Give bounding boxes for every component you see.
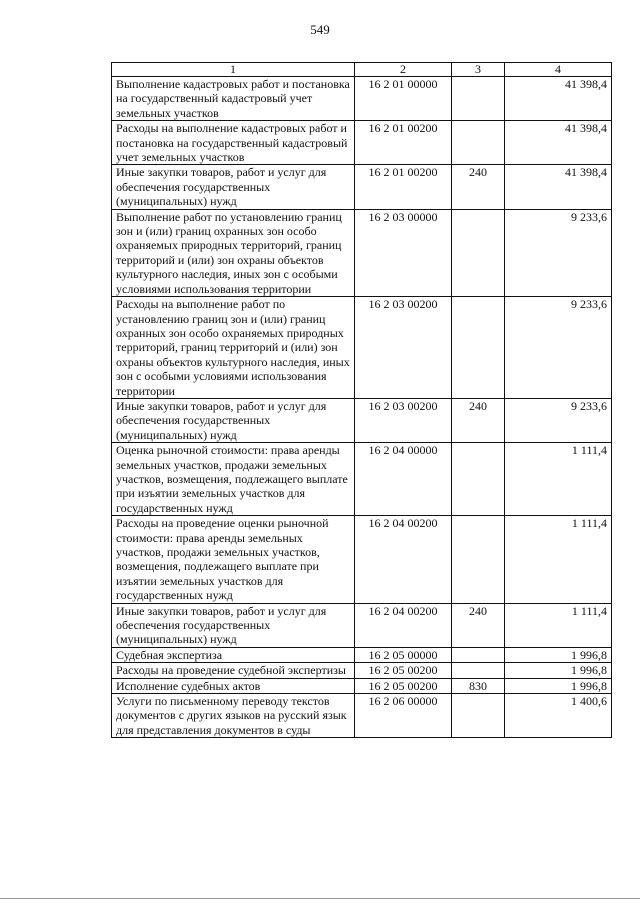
column-header-code: 2 [355, 63, 452, 77]
row-code-cell: 16 2 05 00200 [355, 663, 452, 678]
table-header-row [112, 63, 612, 77]
row-name-cell: Расходы на выполнение кадастровых работ и постановка на государственный кадастровый учет земельных участков [112, 121, 355, 165]
row-code-cell: 16 2 01 00200 [355, 165, 452, 209]
row-name-cell: Судебная экспертиза [112, 647, 355, 662]
table-row [112, 165, 612, 209]
row-code-cell: 16 2 04 00000 [355, 443, 452, 516]
row-code-cell: 16 2 03 00000 [355, 209, 452, 296]
row-type-cell: 240 [452, 603, 505, 647]
row-type-cell: 240 [452, 398, 505, 442]
page-bottom-edge [0, 898, 640, 899]
table-row [112, 603, 612, 647]
row-type-cell [452, 694, 505, 738]
row-name-cell: Расходы на выполнение работ по установлению границ зон и (или) границ охранных зон особо охраняемых природных территорий, границ территорий и (или) зон охраны объектов культурного наследия, иных зон с особыми условиями использования территории [112, 297, 355, 399]
table-row [112, 121, 612, 165]
row-amount-cell: 9 233,6 [505, 209, 612, 296]
row-code-cell: 16 2 01 00000 [355, 77, 452, 121]
row-amount-cell: 41 398,4 [505, 165, 612, 209]
row-code-cell: 16 2 03 00200 [355, 297, 452, 399]
row-name-cell: Услуги по письменному переводу текстов документов с других языков на русский язык для представления документов в суды [112, 694, 355, 738]
row-name-cell: Иные закупки товаров, работ и услуг для обеспечения государственных (муниципальных) нужд [112, 398, 355, 442]
row-type-cell: 830 [452, 678, 505, 693]
table-row [112, 443, 612, 516]
row-type-cell [452, 209, 505, 296]
row-type-cell [452, 663, 505, 678]
row-amount-cell: 1 111,4 [505, 516, 612, 603]
row-code-cell: 16 2 05 00000 [355, 647, 452, 662]
table-row [112, 209, 612, 296]
row-type-cell [452, 647, 505, 662]
row-amount-cell: 9 233,6 [505, 297, 612, 399]
row-amount-cell: 9 233,6 [505, 398, 612, 442]
row-name-cell: Выполнение кадастровых работ и постановка на государственный кадастровый учет земельных участков [112, 77, 355, 121]
column-header-name: 1 [112, 63, 355, 77]
column-header-type: 3 [452, 63, 505, 77]
row-name-cell: Исполнение судебных актов [112, 678, 355, 693]
row-code-cell: 16 2 01 00200 [355, 121, 452, 165]
row-amount-cell: 1 111,4 [505, 603, 612, 647]
row-amount-cell: 1 996,8 [505, 678, 612, 693]
row-type-cell: 240 [452, 165, 505, 209]
page-number: 549 [310, 22, 330, 37]
row-code-cell: 16 2 05 00200 [355, 678, 452, 693]
table-row [112, 694, 612, 738]
budget-table [111, 62, 612, 738]
table-row [112, 398, 612, 442]
row-code-cell: 16 2 04 00200 [355, 603, 452, 647]
row-type-cell [452, 77, 505, 121]
row-name-cell: Оценка рыночной стоимости: права аренды земельных участков, продажи земельных участков, возмещения, подлежащего выплате при изъятии земельных участков для государственных нужд [112, 443, 355, 516]
table-row [112, 663, 612, 678]
row-type-cell [452, 516, 505, 603]
row-code-cell: 16 2 04 00200 [355, 516, 452, 603]
row-code-cell: 16 2 06 00000 [355, 694, 452, 738]
row-name-cell: Иные закупки товаров, работ и услуг для обеспечения государственных (муниципальных) нужд [112, 165, 355, 209]
row-amount-cell: 1 400,6 [505, 694, 612, 738]
row-name-cell: Расходы на проведение судебной экспертизы [112, 663, 355, 678]
row-amount-cell: 41 398,4 [505, 77, 612, 121]
row-code-cell: 16 2 03 00200 [355, 398, 452, 442]
row-amount-cell: 1 111,4 [505, 443, 612, 516]
row-name-cell: Иные закупки товаров, работ и услуг для обеспечения государственных (муниципальных) нужд [112, 603, 355, 647]
row-name-cell: Расходы на проведение оценки рыночной стоимости: права аренды земельных участков, продажи земельных участков, возмещения, подлежащего выплате при изъятии земельных участков для государственных нужд [112, 516, 355, 603]
row-type-cell [452, 443, 505, 516]
table-row [112, 77, 612, 121]
row-amount-cell: 1 996,8 [505, 647, 612, 662]
row-type-cell [452, 297, 505, 399]
row-amount-cell: 41 398,4 [505, 121, 612, 165]
table-row [112, 297, 612, 399]
row-name-cell: Выполнение работ по установлению границ зон и (или) границ охранных зон особо охраняемых природных территорий, границ территорий и (или) зон охраны объектов культурного наследия, иных зон с особыми условиями использования территории [112, 209, 355, 296]
table-row [112, 647, 612, 662]
table-row [112, 516, 612, 603]
row-amount-cell: 1 996,8 [505, 663, 612, 678]
table-row [112, 678, 612, 693]
column-header-amount: 4 [505, 63, 612, 77]
row-type-cell [452, 121, 505, 165]
